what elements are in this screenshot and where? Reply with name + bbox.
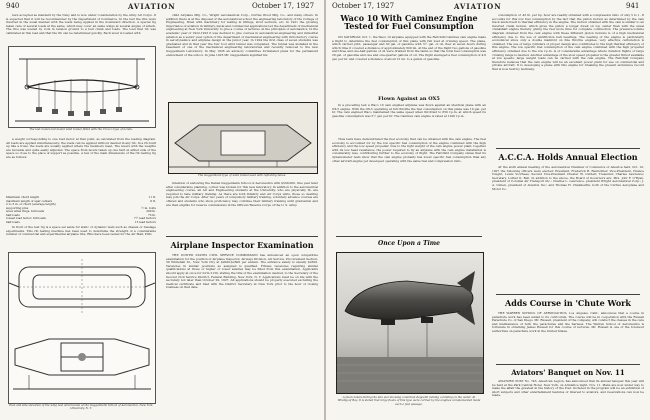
right-running-title: AVIATION [454,2,502,11]
left-col2-mid-text: intention of endowing the Daniel Guggenheim School of Aeronautics with $500,000. One year later after considerable planning, corner was broken for this new laboratory. In addition to the aeronautical engineering course, all Air and Engineering students at the University, who are physically fit, are required to take military training. As there are both Infantry and Air Corps units, those so desiring may join the Air Corps. After two years of compulsory military training, voluntary advance courses are offered and students who show proficiency may continue their military training until graduation and are then eligible for reserve commissions in the Officers Reserve Corps of the U. S. Army. [166,182,318,207]
left-date: October 17, 1927 [252,2,315,10]
spec-row: half loads 75 lb. [6,212,156,217]
waco-more-text: Thus tests have demonstrated the fuel economy that can be obtained with the cam engine. The fuel economy is accounted for by the low specific fuel consumption of the engine combined with the high efficiency and the low speed propeller. Due to the light weight of the cam engine power plant, together with its low head resistance, the power required to fly an airplane with the cam engine installation is considerably less, contributing further to the economy of flight. The Fairchild Company states that its dynamometer tests show that the cam engine probably has lower specific fuel consumption than any other aircraft engine yet developed operating with the same fuel and compression ratio. [332,138,486,163]
section-rule [496,294,640,295]
waco-main-text: ON SATURDAY, Oct. 1, the Waco 10 airplane equipped with the Fairchild Caminez cam engine made a flight to determine the fuel consumption of this plane with full load at cruising speed. The plane, which carried pilot, passenger and 30 gal. of gasoline with 3½ gal. of oil, flew at seven hours during which time it covered a distance of approximately 600 mi. At the end of the flight two gallons of gasoline and three and one-half gallons of oil were drained from the tanks so that the total fuel consumption was 28 gal. of gasoline and one and one-quarter gallons of oil. The flight averaged a fuel consumption of 4.8 gal. per hr. and covered a distance of about 21 mi. to a gallon of gasoline. [332,36,486,61]
chute-course-headline: Adds Course in 'Chute Work [505,298,631,308]
aviators-banquet-text: AVIATORS' POST No. 743, American Legion, has announced that its annual banquet this year will be held at the Park Central Hotel, New York, on Armistice night, Nov. 11. Plans are now under way to make the affair the greatest in the history of the Post. Included in the program will be an exhibition of short subjects and other entertainment features of interest to aviators, and reservations can now be made. [492,380,644,398]
left-body-text: a weight corresponding to one load factor at that point, as calculated from the loading diagram. All loads are applied simultaneously; the loads can be applied without desired in any rib. In a rib built up like a truss, the loads are usually applied where the members meet. The levers with the weights are movable and quite easily adjusted. The space from levers taken up one half on either side of the space so close to the place of support as possible. A few of the main dimensions of the rib testing rig are as follows: [6,138,156,159]
left-page-number: 940 [6,2,20,10]
airplane-inspector-headline: Airplane Inspector Examination [170,240,314,250]
left-closing-text: In front of the test rig is a space set aside for static or dynamic tests such as chassis or fuselage experiments. This rib testing machine has been used to determine the strength of a considerable number of commercial and experimental airplane ribs. Ribs have been tested for the Air Mail, Pitts [6,226,156,237]
spec-row: supporting pins ¼ in. bolts [6,205,156,210]
airplane-inspector-text: THE UNITED STATES CIVIL SERVICE COMMISSION has announced an open competitive examination for the position of Airplane Inspector, Airways Division, Air Service, Procurement Section, 39 Whitehall St., New York City at $2000-$2600 per annum. The entrance salary is usually $2300. Vacancies in similar positions as assigned is qualified. Fitness vacancies requiring similar qualifications at those or higher or lower salaries may be filled from this examination. Applicants should apply at once for form 2130, stating the title of the examination desired, to the Secretary of the Second Civil Service District, Federal Building, New York, N. Y. Applications must be on file with the secretary not later than October 29, 1927. All applications should be properly executed excluding the medical certificate and filed with the District Secretary at New York prior to the hour of closing business on that date. [166,254,318,290]
left-page [0,0,324,420]
section-rule [336,236,482,237]
right-page [326,0,650,420]
chute-course-text: THE WARREN SCHOOL OF AERONAUTICS, Los Angeles, Calif., announces that a course in parachute work has been added to its curriculum. The course will be in cooperation with the Russell Parachute Co. of San Diego. Mr. Russell, president of the company, will conduct the classes in the care and maintenance of both the parachutes and the harness. The Warren School of Aeronautics is fortunate in obtaining James Russell for this course of lectures. Mr. Russell is one of the foremost authorities on parachute work in the United States. [492,312,644,333]
right-date: October 17, 1927 [332,2,395,10]
rib-testing-rig-figure [8,46,156,128]
section-rule [166,236,318,237]
left-intro-text: bers accepted as standard by the Navy and is now under consideration by the Army Air Corps. It is expected that it will be recommended by the Department of Commerce. In the test the ribs were inverted in the usual manner with the loads being applied in the downward direction. A special rig taken care of several loads at the same, which may cover an same wings at several angles of attack. The ribs was loaded by rods in tension ground to a bell crank and loads. The load that rib was calibrated at this load and that the rib can be determined quickly. Each lever is loaded with [6,14,156,35]
spec-row: half loads 15 lead factors [6,219,156,224]
section-rule [496,148,640,149]
spec-row: maximum length of spar centers 6 ft. [6,198,156,203]
cam-engine-continued-text: consumption of .45 lb. per hp. hour are readily obtained with a compression ratio of only 5 to 1. It accounts for this low fuel consumption by the fact that the piston motion as determined by the cam track lends itself to thermal efficiency in the engine. The motion obtained with the cam is similar to an inverted crank motion, which gives the piston a longer dwell on top center than with the usual crankshaft engine thereby giving the fuel more time for complete combustion. The pressure-volume diagram obtained from the cam engine with these different piston motions is of a high mechanical efficiency due to the use of antifriction ball bearings. The bearing of the engine is particularly economical since only a double manifold on fine throttle engines, very effective carburetion is obtained. The use of large cylinders of proper design also contributes to the high thermal efficiency of this engine. The low specific fuel consumption of the cam engine combined with the high propeller efficiency obtained due to the low r.p.m. is of considerable advantage where duration flights or large cruising range is desired. Another advantage of the slow speed propeller is the greater thrust available at low speeds, large weight loads can be carried with the cam engine. The Fairchild Company therefore believes that the cam engine will be an excellent power plant for use on commercial and private aircraft. It is developing a plane with this engine for breaking the present endurance record that is now held by Germany. [492,14,644,71]
flown-against-subhead: Flown Against an OX5 [378,96,440,102]
section-rule [496,364,640,365]
wind-tunnel-caption: Plan and side elevation of the wing test wind tunnel at the Guggenheim School of Aeronautics, New York University, N. Y. [9,403,153,411]
rib-testing-rig-drawing [9,47,155,127]
guggenheim-tunnel-drawing [169,103,317,173]
waco-headline: Waco 10 With Caminez Engine Tested for Fuel Consumption [340,13,478,32]
acca-election-text: AT the sixth annual meeting of the Aeronautical Chamber of Commerce of America held, Oct. 10, 1927 the following officers were elected: President, Frederick B. Rentschler; Vice-President, Chance Vought, Lewis Voorhees; Second Vice-President Chester W. Cuthell; Treasurer, Charles Lawrence; Secretary, Luther K. Bell. In addition to the above, the Board of Governors are: Mrs. Johr F. O'Ryan, president of Colonial Air Transport Inc.; Charles L. Lawrence, president Wright Aeronautical Corp.; J. A. Cullen, president of Aviation Inc.; and Thomas H. Chamberlin, both of the Curtiss Aeroplane and Motor Co. [492,166,644,191]
spec-row: lever arms rings, full loads 200 lb. [6,209,156,213]
flown-against-text: In a preceding test a Waco 10 cam engined airplane was flown against an identical plane with an OX-5 engine. With the OX-5 operating at full throttle the fuel consumption on this plane was 10 gal. per hr. The cam engined Waco maintained the same speed when throttled to 850 r.p.m. at which speed its gasoline consumption was 5½ gal. per hr. The Caminez cam engine is rated at 1200 r.p.m. [332,104,486,118]
left-col2-top-text: child Airplane Mfg. Co., Wright Aeronautical Corp., Curtiss Wood Mfg. Co., and many others. In addition there is at the disposal of the aeronautical school the engineering laboratory of the College of Engineering, fitted with machinery for testing in fittings, strut sections, etc. In 1921 the growing importance of aviation in military, naval and commercial applications led the department of mechanical engineering at New York University to give a course of lectures on the principles of aeronautics. In the academic year of 1922-1923 it was decided to give courses in aeronautical engineering and industrial aviation as a senior year option of the department of mechanical engineering with introductory course in aerodynamics and airplane design in the junior year. In 1924 the first class of seven students was graduated and in that year the four foot wind tunnel was completed. The tunnel was installed in the basement of one of the mechanical engineering laboratories and recently removed to the new Guggenheim Laboratory. In May 1926 an advisory committee formulated plans for the permanent endowment of the school. In June 1925 Mr. Guggenheim signified his [166,14,318,57]
wind-tunnel-plan-figure [8,252,156,404]
zeppelin-drawing [337,253,483,393]
zeppelin-caption: A photo taken during the late war showing a German Zeppelin making a landing on the water. At Windigoof Bay. It is stated that large floats of this type were carried by the engines complemented made such a fast passage. [337,395,481,406]
rib-rig-caption: The test model and model wind tunnel fitted with the Crocco type of bonds. [29,127,133,131]
right-page-number: 941 [626,2,640,10]
rib-rig-specs [6,196,156,224]
spec-row: Maximum chord length 11 ft. [6,195,156,199]
spec-row: lowest load factor, full loads 7½ lead factors [6,216,156,220]
aviators-banquet-headline: Aviators' Banquet on Nov. 11 [511,368,625,377]
guggenheim-tunnel-photo [168,102,318,174]
spec-row: 2 to 3 in. of chord (average length) [6,202,56,206]
zeppelin-photo [336,252,484,394]
guggenheim-tunnel-caption: The Guggenheim type of wind tunnel used with reflecting tubes. [198,173,286,177]
once-upon-a-time-headline: Once Upon a Time [378,240,440,247]
acca-election-headline: A.C.C.A. Holds Annual Election [498,152,638,162]
wind-tunnel-plan-drawing [9,253,155,403]
left-running-title: AVIATION [128,2,176,11]
